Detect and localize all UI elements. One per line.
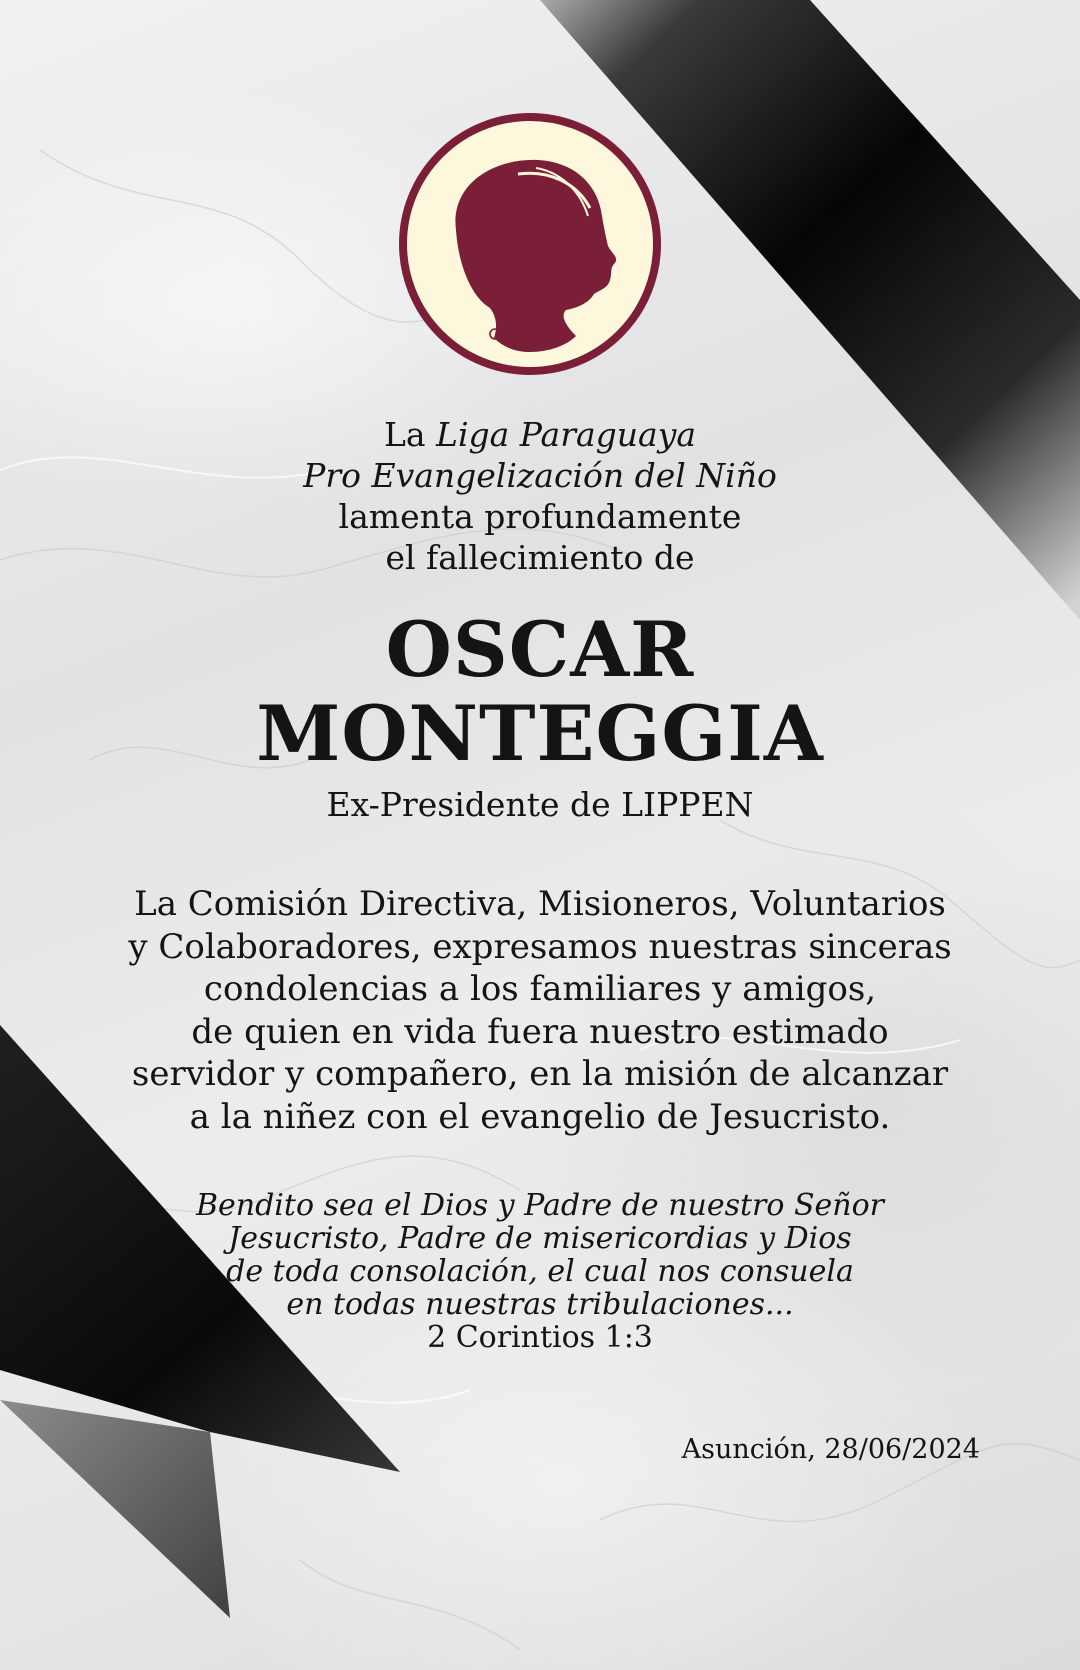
condolence-message [0, 883, 1080, 1138]
intro-prefix: La [383, 415, 426, 454]
verse-reference: 2 Corintios 1:3 [427, 1320, 653, 1355]
intro-text [0, 414, 1080, 578]
lippen-logo [398, 112, 662, 376]
verse-line: Bendito sea el Dios y Padre de nuestro Señor [195, 1188, 885, 1223]
bible-verse [0, 1189, 1080, 1321]
organization-name-line1: Liga Paraguaya [436, 415, 697, 454]
message-line: y Colaboradores, expresamos nuestras sinceras [128, 926, 952, 967]
intro-line3: lamenta profundamente [338, 497, 742, 536]
place-date: Asunción, 28/06/2024 [681, 1434, 980, 1465]
bottom-ribbon-fold [0, 1400, 230, 1618]
deceased-last-name: MONTEGGIA [256, 689, 824, 778]
organization-name-line2: Pro Evangelización del Niño [303, 456, 777, 495]
message-line: condolencias a los familiares y amigos, [203, 969, 877, 1009]
deceased-role: Ex-Presidente de LIPPEN [326, 785, 754, 824]
message-line: a la niñez con el evangelio de Jesucristo. [189, 1096, 891, 1137]
verse-line: de toda consolación, el cual nos consuela [226, 1254, 854, 1289]
verse-line: Jesucristo, Padre de misericordias y Dios [228, 1221, 852, 1256]
deceased-name [0, 605, 1080, 778]
message-line: La Comisión Directiva, Misioneros, Voluntarios [134, 884, 946, 924]
verse-line: en todas nuestras tribulaciones... [286, 1287, 794, 1322]
message-line: de quien en vida fuera nuestro estimado [191, 1011, 889, 1052]
intro-line4: el fallecimiento de [385, 538, 695, 577]
deceased-first-name: OSCAR [385, 605, 695, 694]
message-line: servidor y compañero, en la misión de alcanzar [131, 1054, 949, 1094]
